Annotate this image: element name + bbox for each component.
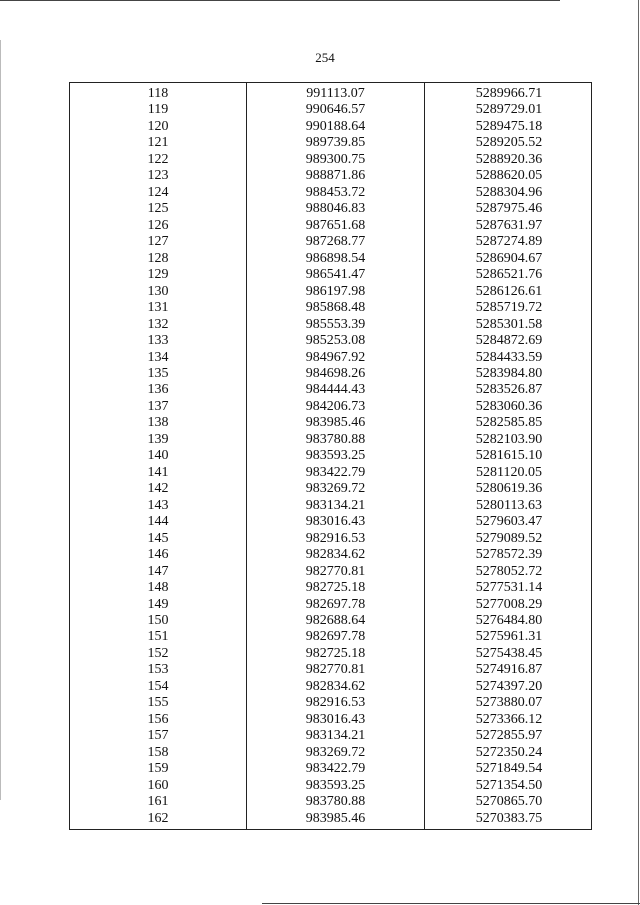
point-number-cell: 127 [147,234,169,250]
table-row [70,102,591,118]
y-coordinate-cell: 5288920.36 [475,151,543,167]
x-coordinate-cell: 989739.85 [305,135,366,151]
x-coordinate-cell: 984206.73 [305,398,366,414]
point-number-cell: 141 [147,464,169,480]
table-row [70,564,591,580]
page-left-edge [0,40,1,800]
table-body [70,86,591,827]
y-coordinate-cell: 5277008.29 [475,596,543,612]
table-row [70,267,591,283]
point-number-cell: 119 [147,102,169,118]
point-number-cell: 123 [147,168,169,184]
table-row [70,662,591,678]
table-row [70,712,591,728]
x-coordinate-cell: 987651.68 [305,217,366,233]
page-right-edge [638,0,639,905]
table-row [70,679,591,695]
table-row [70,481,591,497]
y-coordinate-cell: 5282585.85 [475,415,543,431]
point-number-cell: 128 [147,250,169,266]
table-row [70,531,591,547]
x-coordinate-cell: 987268.77 [305,234,366,250]
x-coordinate-cell: 982834.62 [305,678,366,694]
y-coordinate-cell: 5274397.20 [475,678,543,694]
x-coordinate-cell: 991113.07 [306,86,365,101]
x-coordinate-cell: 985868.48 [305,300,366,316]
y-coordinate-cell: 5276484.80 [475,613,543,628]
y-coordinate-cell: 5274916.87 [475,662,543,678]
y-coordinate-cell: 5283526.87 [475,382,543,398]
x-coordinate-cell: 984444.43 [305,382,366,398]
point-number-cell: 133 [147,333,169,349]
point-number-cell: 154 [147,678,169,694]
y-coordinate-cell: 5286521.76 [475,267,543,283]
x-coordinate-cell: 984967.92 [305,349,366,365]
point-number-cell: 148 [147,580,169,596]
point-number-cell: 134 [147,349,169,365]
x-coordinate-cell: 982697.78 [305,629,366,645]
x-coordinate-cell: 988046.83 [305,201,366,217]
x-coordinate-cell: 988871.86 [305,168,366,184]
point-number-cell: 124 [147,184,169,200]
point-number-cell: 121 [147,135,169,151]
y-coordinate-cell: 5277531.14 [475,580,543,596]
y-coordinate-cell: 5283984.80 [475,365,543,381]
point-number-cell: 145 [147,530,169,546]
table-row [70,465,591,481]
point-number-cell: 149 [147,596,169,612]
point-number-cell: 118 [147,86,169,101]
table-row [70,399,591,415]
table-row [70,300,591,316]
point-number-cell: 125 [147,201,169,217]
point-number-cell: 162 [147,810,169,826]
page-bottom-border [262,903,640,904]
y-coordinate-cell: 5270383.75 [475,810,543,826]
y-coordinate-cell: 5287975.46 [475,201,543,217]
x-coordinate-cell: 983269.72 [305,744,366,760]
x-coordinate-cell: 982725.18 [305,645,366,661]
table-row [70,168,591,184]
point-number-cell: 143 [147,497,169,513]
x-coordinate-cell: 985553.39 [305,316,366,332]
y-coordinate-cell: 5285719.72 [475,300,543,316]
table-row [70,185,591,201]
table-row [70,580,591,596]
x-coordinate-cell: 983422.79 [305,761,366,777]
point-number-cell: 138 [147,415,169,431]
y-coordinate-cell: 5281120.05 [476,464,542,480]
table-row [70,695,591,711]
point-number-cell: 136 [147,382,169,398]
x-coordinate-cell: 982688.64 [305,613,366,628]
y-coordinate-cell: 5287274.89 [475,234,543,250]
y-coordinate-cell: 5285301.58 [475,316,543,332]
x-coordinate-cell: 983134.21 [305,497,366,513]
point-number-cell: 153 [147,662,169,678]
point-number-cell: 122 [147,151,169,167]
y-coordinate-cell: 5271849.54 [475,761,543,777]
x-coordinate-cell: 983593.25 [305,777,366,793]
point-number-cell: 131 [147,300,169,316]
table-row [70,761,591,777]
y-coordinate-cell: 5275961.31 [475,629,543,645]
x-coordinate-cell: 982916.53 [305,530,366,546]
x-coordinate-cell: 989300.75 [305,151,366,167]
x-coordinate-cell: 983780.88 [305,431,366,447]
coordinates-table [69,82,592,830]
point-number-cell: 155 [147,695,169,711]
x-coordinate-cell: 982725.18 [305,580,366,596]
table-row [70,366,591,382]
point-number-cell: 147 [147,563,169,579]
x-coordinate-cell: 983016.43 [305,711,366,727]
y-coordinate-cell: 5275438.45 [475,645,543,661]
point-number-cell: 152 [147,645,169,661]
table-row [70,778,591,794]
y-coordinate-cell: 5289205.52 [475,135,543,151]
page-top-border [0,0,560,1]
y-coordinate-cell: 5272855.97 [475,728,543,744]
point-number-cell: 157 [147,728,169,744]
y-coordinate-cell: 5281615.10 [475,448,543,464]
table-row [70,547,591,563]
table-row [70,794,591,810]
table-row [70,415,591,431]
x-coordinate-cell: 986197.98 [305,283,366,299]
x-coordinate-cell: 983780.88 [305,794,366,810]
y-coordinate-cell: 5270865.70 [475,794,543,810]
x-coordinate-cell: 983269.72 [305,481,366,497]
x-coordinate-cell: 982770.81 [305,563,366,579]
y-coordinate-cell: 5272350.24 [475,744,543,760]
x-coordinate-cell: 986541.47 [305,267,366,283]
table-row [70,317,591,333]
y-coordinate-cell: 5279603.47 [475,514,543,530]
point-number-cell: 120 [147,118,169,134]
point-number-cell: 129 [147,267,169,283]
table-row [70,201,591,217]
point-number-cell: 137 [147,398,169,414]
table-row [70,119,591,135]
table-row [70,218,591,234]
y-coordinate-cell: 5288304.96 [475,184,543,200]
x-coordinate-cell: 983985.46 [305,810,366,826]
x-coordinate-cell: 983016.43 [305,514,366,530]
y-coordinate-cell: 5288620.05 [475,168,543,184]
x-coordinate-cell: 982770.81 [305,662,366,678]
point-number-cell: 139 [147,431,169,447]
point-number-cell: 161 [147,794,169,810]
y-coordinate-cell: 5286904.67 [475,250,543,266]
table-row [70,234,591,250]
point-number-cell: 140 [147,448,169,464]
table-row [70,514,591,530]
page-number: 254 [315,50,335,65]
y-coordinate-cell: 5279089.52 [475,530,543,546]
x-coordinate-cell: 982697.78 [305,596,366,612]
x-coordinate-cell: 990646.57 [305,102,366,118]
x-coordinate-cell: 986898.54 [305,250,366,266]
table-row [70,350,591,366]
x-coordinate-cell: 990188.64 [305,118,366,134]
y-coordinate-cell: 5287631.97 [475,217,543,233]
point-number-cell: 144 [147,514,169,530]
table-row [70,382,591,398]
table-row [70,629,591,645]
y-coordinate-cell: 5286126.61 [475,283,543,299]
point-number-cell: 130 [147,283,169,299]
y-coordinate-cell: 5283060.36 [475,398,543,414]
x-coordinate-cell: 984698.26 [305,365,366,381]
x-coordinate-cell: 983134.21 [305,728,366,744]
table-row [70,152,591,168]
table-row [70,284,591,300]
y-coordinate-cell: 5289729.01 [475,102,543,118]
y-coordinate-cell: 5284433.59 [475,349,543,365]
table-row [70,613,591,629]
x-coordinate-cell: 982834.62 [305,547,366,563]
y-coordinate-cell: 5282103.90 [475,431,543,447]
point-number-cell: 142 [147,481,169,497]
point-number-cell: 158 [147,744,169,760]
point-number-cell: 159 [147,761,169,777]
point-number-cell: 150 [147,613,169,628]
x-coordinate-cell: 983985.46 [305,415,366,431]
x-coordinate-cell: 983593.25 [305,448,366,464]
point-number-cell: 151 [147,629,169,645]
point-number-cell: 126 [147,217,169,233]
table-row [70,333,591,349]
table-row [70,745,591,761]
y-coordinate-cell: 5273880.07 [475,695,543,711]
point-number-cell: 132 [147,316,169,332]
table-row [70,86,591,102]
x-coordinate-cell: 983422.79 [305,464,366,480]
table-row [70,432,591,448]
y-coordinate-cell: 5273366.12 [475,711,543,727]
y-coordinate-cell: 5278572.39 [475,547,543,563]
y-coordinate-cell: 5289475.18 [475,118,543,134]
y-coordinate-cell: 5278052.72 [475,563,543,579]
table-row [70,597,591,613]
y-coordinate-cell: 5280113.63 [476,497,542,513]
x-coordinate-cell: 982916.53 [305,695,366,711]
y-coordinate-cell: 5284872.69 [475,333,543,349]
point-number-cell: 160 [147,777,169,793]
point-number-cell: 135 [147,365,169,381]
table-row [70,251,591,267]
table-row [70,448,591,464]
table-row [70,498,591,514]
x-coordinate-cell: 988453.72 [305,184,366,200]
y-coordinate-cell: 5280619.36 [475,481,543,497]
table-row [70,728,591,744]
table-row [70,811,591,827]
table-row [70,135,591,151]
point-number-cell: 156 [147,711,169,727]
y-coordinate-cell: 5271354.50 [475,777,543,793]
table-row [70,646,591,662]
point-number-cell: 146 [147,547,169,563]
x-coordinate-cell: 985253.08 [305,333,366,349]
y-coordinate-cell: 5289966.71 [475,86,543,101]
